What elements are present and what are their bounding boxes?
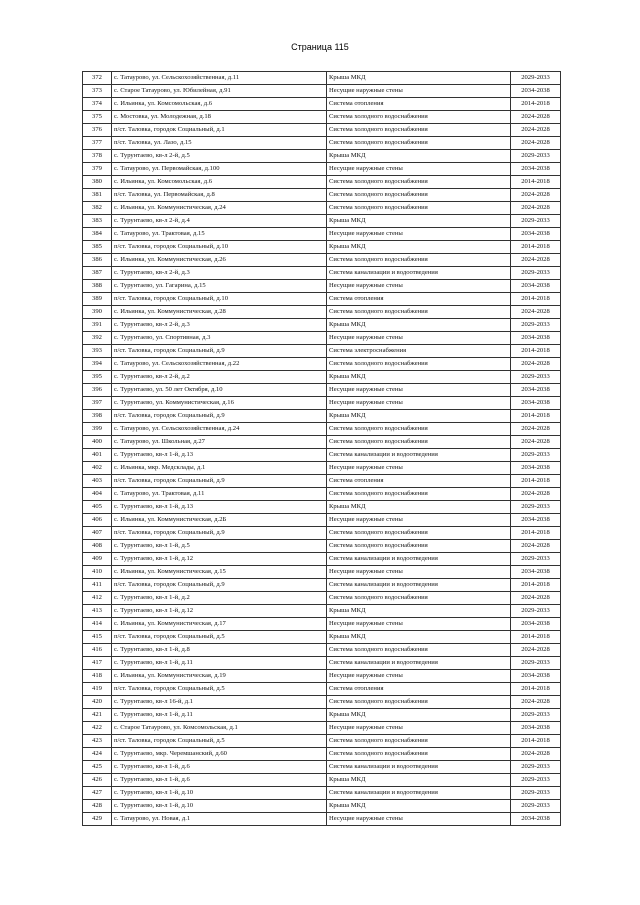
period-cell: 2029-2033: [511, 774, 561, 787]
period-cell: 2014-2018: [511, 527, 561, 540]
table-row: [83, 709, 561, 722]
address-cell: с. Турунтаево, ул. Гагарина, д.15: [112, 280, 327, 293]
address-cell: с. Татаурово, ул. Сельскохозяйственная, д.24: [112, 423, 327, 436]
address-cell: с. Турунтаево, ул. Спортивная, д.3: [112, 332, 327, 345]
registry-table-body: [83, 72, 561, 826]
row-number-cell: 404: [83, 488, 112, 501]
address-cell: с. Турунтаево, ул. 50 лет Октября, д.10: [112, 384, 327, 397]
row-number-cell: 384: [83, 228, 112, 241]
period-cell: 2034-2038: [511, 514, 561, 527]
work-type-cell: Система отопления: [327, 683, 511, 696]
period-cell: 2034-2038: [511, 384, 561, 397]
address-cell: с. Старое Татаурово, ул. Комсомольская, д.1: [112, 722, 327, 735]
address-cell: п/ст. Таловка, городок Социальный, д.9: [112, 475, 327, 488]
table-row: [83, 397, 561, 410]
work-type-cell: Система отопления: [327, 475, 511, 488]
period-cell: 2034-2038: [511, 228, 561, 241]
address-cell: с. Ильинка, мкр. Медсклады, д.1: [112, 462, 327, 475]
table-row: [83, 527, 561, 540]
work-type-cell: Система электроснабжения: [327, 345, 511, 358]
work-type-cell: Система холодного водоснабжения: [327, 137, 511, 150]
table-row: [83, 449, 561, 462]
period-cell: 2034-2038: [511, 566, 561, 579]
period-cell: 2029-2033: [511, 501, 561, 514]
period-cell: 2024-2028: [511, 540, 561, 553]
work-type-cell: Несущие наружные стены: [327, 670, 511, 683]
table-row: [83, 72, 561, 85]
period-cell: 2029-2033: [511, 371, 561, 384]
work-type-cell: Крыша МКД: [327, 72, 511, 85]
address-cell: с. Турунтаево, кв-л 1-й, д.11: [112, 657, 327, 670]
table-row: [83, 540, 561, 553]
table-row: [83, 774, 561, 787]
address-cell: п/ст. Таловка, городок Социальный, д.9: [112, 410, 327, 423]
period-cell: 2024-2028: [511, 254, 561, 267]
period-cell: 2014-2018: [511, 98, 561, 111]
work-type-cell: Крыша МКД: [327, 410, 511, 423]
work-type-cell: Система холодного водоснабжения: [327, 423, 511, 436]
period-cell: 2034-2038: [511, 813, 561, 826]
table-row: [83, 163, 561, 176]
table-row: [83, 332, 561, 345]
address-cell: с. Ильинка, ул. Комсомольская, д.6: [112, 98, 327, 111]
table-row: [83, 111, 561, 124]
work-type-cell: Система холодного водоснабжения: [327, 696, 511, 709]
row-number-cell: 397: [83, 397, 112, 410]
period-cell: 2029-2033: [511, 709, 561, 722]
period-cell: 2029-2033: [511, 800, 561, 813]
table-row: [83, 423, 561, 436]
table-row: [83, 436, 561, 449]
table-row: [83, 215, 561, 228]
work-type-cell: Несущие наружные стены: [327, 85, 511, 98]
period-cell: 2024-2028: [511, 488, 561, 501]
table-row: [83, 618, 561, 631]
work-type-cell: Крыша МКД: [327, 709, 511, 722]
work-type-cell: Система холодного водоснабжения: [327, 748, 511, 761]
work-type-cell: Система холодного водоснабжения: [327, 306, 511, 319]
table-row: [83, 514, 561, 527]
address-cell: п/ст. Таловка, городок Социальный, д.5: [112, 735, 327, 748]
table-row: [83, 176, 561, 189]
period-cell: 2029-2033: [511, 553, 561, 566]
row-number-cell: 419: [83, 683, 112, 696]
address-cell: с. Турунтаево, кв-л 2-й, д.3: [112, 319, 327, 332]
table-row: [83, 306, 561, 319]
period-cell: 2024-2028: [511, 748, 561, 761]
row-number-cell: 408: [83, 540, 112, 553]
row-number-cell: 409: [83, 553, 112, 566]
row-number-cell: 415: [83, 631, 112, 644]
address-cell: п/ст. Таловка, городок Социальный, д.5: [112, 631, 327, 644]
row-number-cell: 380: [83, 176, 112, 189]
work-type-cell: Несущие наружные стены: [327, 722, 511, 735]
address-cell: с. Турунтаево, кв-л 1-й, д.12: [112, 553, 327, 566]
period-cell: 2029-2033: [511, 72, 561, 85]
row-number-cell: 417: [83, 657, 112, 670]
work-type-cell: Крыша МКД: [327, 800, 511, 813]
page-header: Страница 115: [291, 42, 349, 52]
period-cell: 2034-2038: [511, 163, 561, 176]
work-type-cell: Система канализации и водоотведения: [327, 579, 511, 592]
table-row: [83, 800, 561, 813]
work-type-cell: Система отопления: [327, 98, 511, 111]
table-row: [83, 566, 561, 579]
row-number-cell: 405: [83, 501, 112, 514]
address-cell: с. Ильинка, ул. Коммунистическая, д.15: [112, 566, 327, 579]
table-row: [83, 592, 561, 605]
table-row: [83, 475, 561, 488]
table-row: [83, 124, 561, 137]
address-cell: с. Турунтаево, кв-л 1-й, д.13: [112, 449, 327, 462]
period-cell: 2014-2018: [511, 683, 561, 696]
address-cell: с. Турунтаево, кв-л 2-й, д.4: [112, 215, 327, 228]
row-number-cell: 402: [83, 462, 112, 475]
work-type-cell: Крыша МКД: [327, 150, 511, 163]
address-cell: с. Турунтаево, кв-л 16-й, д.1: [112, 696, 327, 709]
row-number-cell: 388: [83, 280, 112, 293]
period-cell: 2034-2038: [511, 397, 561, 410]
period-cell: 2024-2028: [511, 644, 561, 657]
row-number-cell: 413: [83, 605, 112, 618]
period-cell: 2014-2018: [511, 176, 561, 189]
row-number-cell: 387: [83, 267, 112, 280]
row-number-cell: 391: [83, 319, 112, 332]
address-cell: с. Турунтаево, кв-л 1-й, д.11: [112, 709, 327, 722]
row-number-cell: 399: [83, 423, 112, 436]
work-type-cell: Система канализации и водоотведения: [327, 449, 511, 462]
table-row: [83, 761, 561, 774]
address-cell: п/ст. Таловка, городок Социальный, д.1: [112, 124, 327, 137]
row-number-cell: 418: [83, 670, 112, 683]
address-cell: п/ст. Таловка, городок Социальный, д.10: [112, 241, 327, 254]
work-type-cell: Несущие наружные стены: [327, 163, 511, 176]
period-cell: 2024-2028: [511, 436, 561, 449]
address-cell: с. Турунтаево, кв-л 1-й, д.6: [112, 774, 327, 787]
address-cell: п/ст. Таловка, ул. Лазо, д.15: [112, 137, 327, 150]
row-number-cell: 396: [83, 384, 112, 397]
period-cell: 2024-2028: [511, 423, 561, 436]
row-number-cell: 383: [83, 215, 112, 228]
table-row: [83, 202, 561, 215]
address-cell: с. Турунтаево, кв-л 1-й, д.10: [112, 800, 327, 813]
period-cell: 2029-2033: [511, 267, 561, 280]
address-cell: п/ст. Таловка, городок Социальный, д.9: [112, 527, 327, 540]
table-row: [83, 358, 561, 371]
address-cell: с. Татаурово, ул. Сельскохозяйственная, д.22: [112, 358, 327, 371]
work-type-cell: Система холодного водоснабжения: [327, 592, 511, 605]
period-cell: 2029-2033: [511, 449, 561, 462]
period-cell: 2034-2038: [511, 618, 561, 631]
period-cell: 2024-2028: [511, 111, 561, 124]
table-row: [83, 228, 561, 241]
row-number-cell: 381: [83, 189, 112, 202]
period-cell: 2024-2028: [511, 592, 561, 605]
row-number-cell: 393: [83, 345, 112, 358]
address-cell: с. Татаурово, ул. Трактовая, д.11: [112, 488, 327, 501]
row-number-cell: 374: [83, 98, 112, 111]
period-cell: 2014-2018: [511, 631, 561, 644]
work-type-cell: Система холодного водоснабжения: [327, 488, 511, 501]
table-row: [83, 722, 561, 735]
row-number-cell: 375: [83, 111, 112, 124]
row-number-cell: 382: [83, 202, 112, 215]
table-row: [83, 189, 561, 202]
row-number-cell: 372: [83, 72, 112, 85]
table-row: [83, 137, 561, 150]
row-number-cell: 373: [83, 85, 112, 98]
period-cell: 2024-2028: [511, 306, 561, 319]
row-number-cell: 400: [83, 436, 112, 449]
work-type-cell: Крыша МКД: [327, 371, 511, 384]
period-cell: 2034-2038: [511, 722, 561, 735]
row-number-cell: 427: [83, 787, 112, 800]
period-cell: 2014-2018: [511, 735, 561, 748]
work-type-cell: Система канализации и водоотведения: [327, 267, 511, 280]
row-number-cell: 411: [83, 579, 112, 592]
table-row: [83, 631, 561, 644]
table-row: [83, 462, 561, 475]
table-row: [83, 371, 561, 384]
address-cell: с. Татаурово, ул. Школьная, д.27: [112, 436, 327, 449]
period-cell: 2024-2028: [511, 189, 561, 202]
address-cell: п/ст. Таловка, ул. Первомайская, д.8: [112, 189, 327, 202]
work-type-cell: Система холодного водоснабжения: [327, 436, 511, 449]
row-number-cell: 423: [83, 735, 112, 748]
period-cell: 2034-2038: [511, 670, 561, 683]
period-cell: 2024-2028: [511, 137, 561, 150]
work-type-cell: Система отопления: [327, 293, 511, 306]
table-row: [83, 150, 561, 163]
period-cell: 2014-2018: [511, 579, 561, 592]
table-row: [83, 85, 561, 98]
address-cell: п/ст. Таловка, городок Социальный, д.5: [112, 683, 327, 696]
address-cell: с. Турунтаево, кв-л 1-й, д.5: [112, 540, 327, 553]
row-number-cell: 385: [83, 241, 112, 254]
table-row: [83, 735, 561, 748]
work-type-cell: Несущие наружные стены: [327, 514, 511, 527]
row-number-cell: 403: [83, 475, 112, 488]
row-number-cell: 377: [83, 137, 112, 150]
table-row: [83, 748, 561, 761]
address-cell: с. Турунтаево, кв-л 2-й, д.5: [112, 150, 327, 163]
row-number-cell: 412: [83, 592, 112, 605]
work-type-cell: Система холодного водоснабжения: [327, 111, 511, 124]
work-type-cell: Несущие наружные стены: [327, 462, 511, 475]
table-row: [83, 254, 561, 267]
period-cell: 2014-2018: [511, 410, 561, 423]
address-cell: с. Турунтаево, кв-л 1-й, д.6: [112, 761, 327, 774]
address-cell: с. Старое Татаурово, ул. Юбилейная, д.91: [112, 85, 327, 98]
period-cell: 2014-2018: [511, 475, 561, 488]
row-number-cell: 376: [83, 124, 112, 137]
period-cell: 2024-2028: [511, 358, 561, 371]
table-row: [83, 670, 561, 683]
row-number-cell: 410: [83, 566, 112, 579]
address-cell: с. Ильинка, ул. Коммунистическая, д.28: [112, 306, 327, 319]
work-type-cell: Система холодного водоснабжения: [327, 527, 511, 540]
address-cell: с. Турунтаево, кв-л 2-й, д.3: [112, 267, 327, 280]
period-cell: 2029-2033: [511, 605, 561, 618]
address-cell: п/ст. Таловка, городок Социальный, д.10: [112, 293, 327, 306]
address-cell: с. Татаурово, ул. Новая, д.1: [112, 813, 327, 826]
work-type-cell: Система холодного водоснабжения: [327, 540, 511, 553]
table-row: [83, 644, 561, 657]
period-cell: 2024-2028: [511, 696, 561, 709]
address-cell: с. Ильинка, ул. Коммунистическая, д.17: [112, 618, 327, 631]
period-cell: 2024-2028: [511, 124, 561, 137]
period-cell: 2034-2038: [511, 85, 561, 98]
row-number-cell: 422: [83, 722, 112, 735]
row-number-cell: 390: [83, 306, 112, 319]
work-type-cell: Несущие наружные стены: [327, 566, 511, 579]
work-type-cell: Крыша МКД: [327, 501, 511, 514]
address-cell: с. Турунтаево, кв-л 1-й, д.12: [112, 605, 327, 618]
period-cell: 2024-2028: [511, 202, 561, 215]
row-number-cell: 389: [83, 293, 112, 306]
work-type-cell: Система канализации и водоотведения: [327, 787, 511, 800]
work-type-cell: Система холодного водоснабжения: [327, 358, 511, 371]
table-row: [83, 345, 561, 358]
work-type-cell: Крыша МКД: [327, 631, 511, 644]
period-cell: 2034-2038: [511, 462, 561, 475]
registry-table: [82, 71, 561, 826]
table-row: [83, 410, 561, 423]
work-type-cell: Система канализации и водоотведения: [327, 657, 511, 670]
row-number-cell: 416: [83, 644, 112, 657]
address-cell: с. Ильинка, ул. Комсомольская, д.6: [112, 176, 327, 189]
address-cell: с. Мостовка, ул. Молодежная, д.18: [112, 111, 327, 124]
table-row: [83, 384, 561, 397]
row-number-cell: 414: [83, 618, 112, 631]
work-type-cell: Несущие наружные стены: [327, 332, 511, 345]
row-number-cell: 426: [83, 774, 112, 787]
work-type-cell: Несущие наружные стены: [327, 618, 511, 631]
work-type-cell: Крыша МКД: [327, 215, 511, 228]
row-number-cell: 428: [83, 800, 112, 813]
work-type-cell: Крыша МКД: [327, 319, 511, 332]
table-row: [83, 683, 561, 696]
work-type-cell: Несущие наружные стены: [327, 384, 511, 397]
period-cell: 2029-2033: [511, 319, 561, 332]
table-row: [83, 319, 561, 332]
period-cell: 2014-2018: [511, 241, 561, 254]
row-number-cell: 429: [83, 813, 112, 826]
period-cell: 2029-2033: [511, 215, 561, 228]
row-number-cell: 378: [83, 150, 112, 163]
work-type-cell: Система холодного водоснабжения: [327, 254, 511, 267]
address-cell: с. Татаурово, ул. Сельскохозяйственная, д.11: [112, 72, 327, 85]
work-type-cell: Несущие наружные стены: [327, 280, 511, 293]
period-cell: 2029-2033: [511, 150, 561, 163]
work-type-cell: Система канализации и водоотведения: [327, 553, 511, 566]
period-cell: 2014-2018: [511, 293, 561, 306]
table-row: [83, 553, 561, 566]
row-number-cell: 425: [83, 761, 112, 774]
period-cell: 2034-2038: [511, 280, 561, 293]
period-cell: 2029-2033: [511, 761, 561, 774]
address-cell: с. Ильинка, ул. Коммунистическая, д.26: [112, 254, 327, 267]
work-type-cell: Крыша МКД: [327, 241, 511, 254]
table-row: [83, 605, 561, 618]
address-cell: с. Турунтаево, ул. Коммунистическая, д.16: [112, 397, 327, 410]
address-cell: п/ст. Таловка, городок Социальный, д.9: [112, 579, 327, 592]
address-cell: с. Турунтаево, кв-л 2-й, д.2: [112, 371, 327, 384]
row-number-cell: 407: [83, 527, 112, 540]
row-number-cell: 420: [83, 696, 112, 709]
table-row: [83, 293, 561, 306]
table-row: [83, 501, 561, 514]
period-cell: 2014-2018: [511, 345, 561, 358]
address-cell: с. Ильинка, ул. Коммунистическая, д.19: [112, 670, 327, 683]
row-number-cell: 406: [83, 514, 112, 527]
address-cell: с. Турунтаево, мкр. Черемшанский, д.60: [112, 748, 327, 761]
row-number-cell: 395: [83, 371, 112, 384]
table-row: [83, 98, 561, 111]
period-cell: 2029-2033: [511, 787, 561, 800]
address-cell: с. Турунтаево, кв-л 1-й, д.8: [112, 644, 327, 657]
table-row: [83, 787, 561, 800]
period-cell: 2034-2038: [511, 332, 561, 345]
address-cell: с. Турунтаево, кв-л 1-й, д.10: [112, 787, 327, 800]
address-cell: с. Турунтаево, кв-л 1-й, д.2: [112, 592, 327, 605]
work-type-cell: Несущие наружные стены: [327, 397, 511, 410]
row-number-cell: 421: [83, 709, 112, 722]
row-number-cell: 398: [83, 410, 112, 423]
work-type-cell: Система холодного водоснабжения: [327, 644, 511, 657]
address-cell: п/ст. Таловка, городок Социальный, д.9: [112, 345, 327, 358]
work-type-cell: Система холодного водоснабжения: [327, 176, 511, 189]
address-cell: с. Ильинка, ул. Коммунистическая, д.2Б: [112, 514, 327, 527]
period-cell: 2029-2033: [511, 657, 561, 670]
row-number-cell: 379: [83, 163, 112, 176]
table-row: [83, 579, 561, 592]
table-row: [83, 657, 561, 670]
table-row: [83, 813, 561, 826]
row-number-cell: 392: [83, 332, 112, 345]
work-type-cell: Система холодного водоснабжения: [327, 189, 511, 202]
table-row: [83, 267, 561, 280]
row-number-cell: 394: [83, 358, 112, 371]
work-type-cell: Система холодного водоснабжения: [327, 124, 511, 137]
address-cell: с. Ильинка, ул. Коммунистическая, д.24: [112, 202, 327, 215]
work-type-cell: Несущие наружные стены: [327, 228, 511, 241]
work-type-cell: Крыша МКД: [327, 605, 511, 618]
work-type-cell: Система канализации и водоотведения: [327, 761, 511, 774]
row-number-cell: 424: [83, 748, 112, 761]
address-cell: с. Турунтаево, кв-л 1-й, д.13: [112, 501, 327, 514]
work-type-cell: Крыша МКД: [327, 774, 511, 787]
address-cell: с. Татаурово, ул. Трактовая, д.15: [112, 228, 327, 241]
table-row: [83, 696, 561, 709]
row-number-cell: 386: [83, 254, 112, 267]
work-type-cell: Несущие наружные стены: [327, 813, 511, 826]
table-row: [83, 488, 561, 501]
address-cell: с. Татаурово, ул. Первомайская, д.100: [112, 163, 327, 176]
work-type-cell: Система холодного водоснабжения: [327, 202, 511, 215]
table-row: [83, 280, 561, 293]
row-number-cell: 401: [83, 449, 112, 462]
work-type-cell: Система холодного водоснабжения: [327, 735, 511, 748]
table-row: [83, 241, 561, 254]
